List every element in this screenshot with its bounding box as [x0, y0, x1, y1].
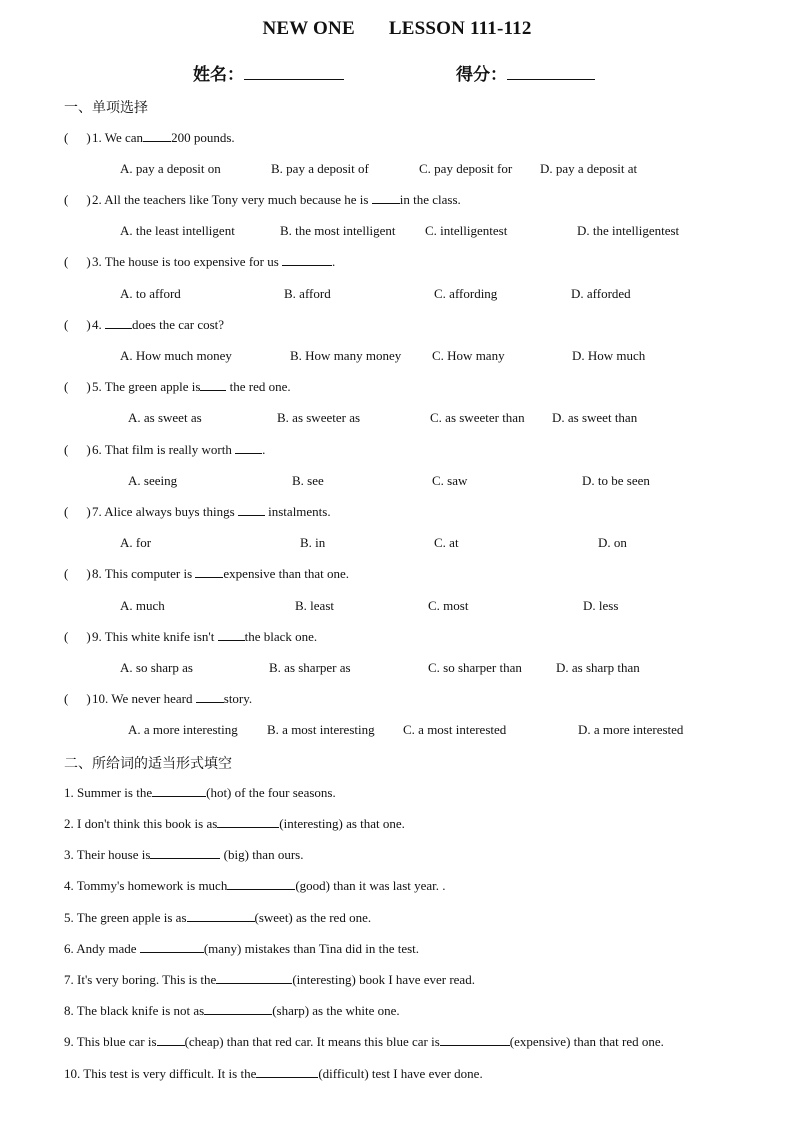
fill-blank[interactable] [140, 941, 204, 953]
answer-paren[interactable]: ( ) [64, 254, 91, 269]
option-b[interactable]: B. in [300, 535, 326, 550]
option-c[interactable]: C. at [434, 535, 459, 550]
answer-paren[interactable]: ( ) [64, 629, 91, 644]
answer-paren[interactable]: ( ) [64, 442, 91, 457]
answer-paren[interactable]: ( ) [64, 379, 91, 394]
page-title [0, 18, 794, 40]
title-left: NEW ONE [262, 18, 355, 39]
option-b[interactable]: B. least [295, 598, 334, 613]
option-a[interactable]: A. pay a deposit on [120, 161, 221, 176]
option-b[interactable]: B. the most intelligent [280, 223, 396, 238]
answer-blank[interactable] [218, 629, 245, 641]
fill-blank[interactable] [227, 878, 295, 890]
option-c[interactable]: C. as sweeter than [430, 410, 525, 425]
answer-paren[interactable]: ( ) [64, 566, 91, 581]
fill-item-10: 10. This test is very difficult. It is the (difficult) test I have ever done. [64, 1066, 483, 1081]
fill-item-9: 9. This blue car is (cheap) than that red car. It means this blue car is (expensive) than that red one. [64, 1034, 664, 1049]
option-d[interactable]: D. as sharp than [556, 660, 640, 675]
option-c[interactable]: C. so sharper than [428, 660, 522, 675]
fill-blank[interactable] [256, 1066, 318, 1078]
option-a[interactable]: A. the least intelligent [120, 223, 235, 238]
option-a[interactable]: A. so sharp as [120, 660, 193, 675]
answer-blank[interactable] [238, 504, 265, 516]
option-d[interactable]: D. on [598, 535, 627, 550]
answer-blank[interactable] [196, 691, 224, 703]
fill-blank[interactable] [217, 816, 279, 828]
option-b[interactable]: B. afford [284, 286, 331, 301]
option-a[interactable]: A. as sweet as [128, 410, 202, 425]
question-1: ( )1. We can 200 pounds. [64, 130, 235, 145]
option-d[interactable]: D. afforded [571, 286, 631, 301]
option-c[interactable]: C. intelligentest [425, 223, 508, 238]
option-c[interactable]: C. saw [432, 473, 468, 488]
option-b[interactable]: B. How many money [290, 348, 402, 363]
option-b[interactable]: B. as sweeter as [277, 410, 361, 425]
answer-paren[interactable]: ( ) [64, 317, 91, 332]
title-right: LESSON 111-112 [388, 18, 532, 39]
fill-item-3: 3. Their house is (big) than ours. [64, 847, 304, 862]
score-field [456, 60, 595, 85]
score-label: 得分： [456, 65, 507, 84]
option-a[interactable]: A. seeing [128, 473, 178, 488]
fill-item-2: 2. I don't think this book is as (interesting) as that one. [64, 816, 405, 831]
fill-blank[interactable] [440, 1034, 510, 1046]
option-c[interactable]: C. affording [434, 286, 498, 301]
option-c[interactable]: C. How many [432, 348, 505, 363]
answer-paren[interactable]: ( ) [64, 504, 91, 519]
name-blank[interactable] [244, 65, 344, 80]
question-4: ( )4. does the car cost? [64, 317, 225, 332]
option-d[interactable]: D. the intelligentest [577, 223, 680, 238]
question-9: ( )9. This white knife isn't the black one. [64, 629, 318, 644]
option-c[interactable]: C. a most interested [403, 722, 507, 737]
score-blank[interactable] [507, 65, 595, 80]
question-8: ( )8. This computer is expensive than that one. [64, 566, 350, 581]
option-d[interactable]: D. a more interested [578, 722, 684, 737]
option-a[interactable]: A. to afford [120, 286, 181, 301]
fill-blank[interactable] [150, 847, 220, 859]
fill-item-7: 7. It's very boring. This is the (interesting) book I have ever read. [64, 972, 475, 987]
fill-blank[interactable] [216, 972, 292, 984]
option-b[interactable]: B. as sharper as [269, 660, 351, 675]
fill-blank[interactable] [187, 910, 255, 922]
question-5: ( )5. The green apple is the red one. [64, 379, 291, 394]
option-a[interactable]: A. How much money [120, 348, 232, 363]
fill-blank[interactable] [152, 785, 206, 797]
option-d[interactable]: D. less [583, 598, 619, 613]
option-d[interactable]: D. to be seen [582, 473, 650, 488]
question-7: ( )7. Alice always buys things instalments. [64, 504, 331, 519]
answer-blank[interactable] [143, 130, 171, 142]
option-d[interactable]: D. How much [572, 348, 646, 363]
option-a[interactable]: A. much [120, 598, 165, 613]
option-b[interactable]: B. pay a deposit of [271, 161, 369, 176]
fill-item-8: 8. The black knife is not as (sharp) as the white one. [64, 1003, 400, 1018]
answer-paren[interactable]: ( ) [64, 691, 91, 706]
question-3: ( )3. The house is too expensive for us . [64, 254, 336, 269]
option-b[interactable]: B. see [292, 473, 324, 488]
option-d[interactable]: D. as sweet than [552, 410, 638, 425]
section1-heading: 一、单项选择 [64, 100, 148, 116]
fill-item-6: 6. Andy made (many) mistakes than Tina did in the test. [64, 941, 420, 956]
name-field [193, 60, 344, 85]
option-d[interactable]: D. pay a deposit at [540, 161, 638, 176]
option-a[interactable]: A. a more interesting [128, 722, 238, 737]
answer-blank[interactable] [200, 379, 226, 391]
question-10: ( )10. We never heard story. [64, 691, 253, 706]
question-2: ( )2. All the teachers like Tony very much because he is in the class. [64, 192, 461, 207]
answer-paren[interactable]: ( ) [64, 130, 91, 145]
fill-blank[interactable] [204, 1003, 272, 1015]
fill-blank[interactable] [157, 1034, 185, 1046]
section2-heading: 二、所给词的适当形式填空 [64, 756, 232, 772]
answer-blank[interactable] [235, 442, 262, 454]
option-a[interactable]: A. for [120, 535, 152, 550]
name-label: 姓名： [193, 65, 244, 84]
answer-blank[interactable] [195, 566, 223, 578]
question-6: ( )6. That film is really worth . [64, 442, 266, 457]
fill-item-1: 1. Summer is the (hot) of the four seasons. [64, 785, 336, 800]
answer-blank[interactable] [105, 317, 132, 329]
option-c[interactable]: C. pay deposit for [419, 161, 513, 176]
option-c[interactable]: C. most [428, 598, 469, 613]
answer-paren[interactable]: ( ) [64, 192, 91, 207]
answer-blank[interactable] [372, 192, 400, 204]
option-b[interactable]: B. a most interesting [267, 722, 375, 737]
fill-item-4: 4. Tommy's homework is much (good) than it was last year. . [64, 878, 446, 893]
fill-item-5: 5. The green apple is as (sweet) as the red one. [64, 910, 372, 925]
answer-blank[interactable] [282, 254, 332, 266]
